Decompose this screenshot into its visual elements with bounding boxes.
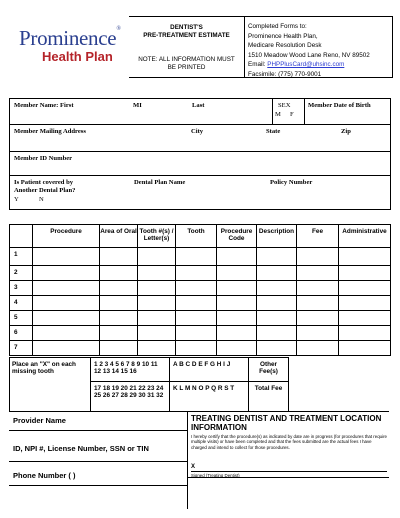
col-tooth: Tooth xyxy=(176,225,217,248)
procedure-row xyxy=(10,296,391,311)
tooth-cell[interactable] xyxy=(176,281,217,296)
procedure-row xyxy=(10,341,391,356)
missing-tooth-label: Place an "X" on each missing tooth xyxy=(10,358,91,412)
logo xyxy=(9,16,129,78)
procedure-cell[interactable] xyxy=(33,248,100,266)
procedure-table xyxy=(9,224,391,356)
member-first-name-label: Member Name: First xyxy=(14,102,74,109)
tooth-cell[interactable] xyxy=(176,296,217,311)
signature-line[interactable] xyxy=(191,471,387,472)
procedure-cell[interactable] xyxy=(33,326,100,341)
missing-teeth-section xyxy=(9,357,387,412)
form-title-line2: PRE-TREATMENT ESTIMATE xyxy=(143,32,230,40)
row-number: 6 xyxy=(10,326,33,341)
divider xyxy=(9,430,187,431)
divider xyxy=(187,411,188,509)
certification-text: I hereby certify that the procedure(s) as indicated by date are in progress (for procedures that require multiple visits) or have been completed and that the fees submitted are the actual fees I have charged and intend to collect for those procedures. xyxy=(191,434,387,450)
area-cell[interactable] xyxy=(100,311,138,326)
other-plan-label-2: Another Dental Plan? xyxy=(14,187,76,194)
fee-cell[interactable] xyxy=(297,281,339,296)
email-link[interactable]: PHPPlusCard@uhsinc.com xyxy=(267,61,345,69)
divider xyxy=(9,485,187,486)
tooth-numbers-cell[interactable] xyxy=(138,266,176,281)
divider xyxy=(187,477,389,478)
fee-cell[interactable] xyxy=(297,311,339,326)
area-cell[interactable] xyxy=(100,341,138,356)
tooth-numbers-cell[interactable] xyxy=(138,296,176,311)
form-title-box xyxy=(129,16,245,78)
row-number: 4 xyxy=(10,296,33,311)
submission-fax: Facsimile: (775) 770-9001 xyxy=(248,70,322,78)
row-number: 1 xyxy=(10,248,33,266)
member-dob-label: Member Date of Birth xyxy=(308,102,371,109)
area-cell[interactable] xyxy=(100,281,138,296)
row-number: 2 xyxy=(10,266,33,281)
primary-upper-teeth[interactable]: A B C D E F G H I J xyxy=(170,358,249,382)
divider xyxy=(304,99,305,124)
procedure-cell[interactable] xyxy=(33,311,100,326)
dental-plan-name-label: Dental Plan Name xyxy=(134,179,186,186)
admin-cell[interactable] xyxy=(339,311,391,326)
submission-l2: Prominence Health Plan, xyxy=(248,32,318,40)
divider xyxy=(9,411,389,412)
description-cell[interactable] xyxy=(257,341,297,356)
sex-f[interactable]: F xyxy=(290,111,294,118)
submission-info xyxy=(245,16,393,78)
code-cell[interactable] xyxy=(217,266,257,281)
submission-l3: Medicare Resolution Desk xyxy=(248,42,322,50)
tooth-cell[interactable] xyxy=(176,266,217,281)
area-cell[interactable] xyxy=(100,326,138,341)
description-cell[interactable] xyxy=(257,296,297,311)
col-procedure: Procedure xyxy=(33,225,100,248)
tooth-numbers-cell[interactable] xyxy=(138,311,176,326)
code-cell[interactable] xyxy=(217,326,257,341)
provider-phone-label: Phone Number ( ) xyxy=(13,471,76,480)
admin-cell[interactable] xyxy=(339,326,391,341)
member-id-label: Member ID Number xyxy=(14,155,73,162)
member-zip-label: Zip xyxy=(341,128,351,135)
row-number-header xyxy=(10,225,33,248)
member-city-label: City xyxy=(191,128,204,135)
tooth-cell[interactable] xyxy=(176,341,217,356)
procedure-cell[interactable] xyxy=(33,281,100,296)
note-line2: BE PRINTED xyxy=(167,63,206,71)
description-cell[interactable] xyxy=(257,311,297,326)
area-cell[interactable] xyxy=(100,266,138,281)
area-cell[interactable] xyxy=(100,248,138,266)
divider xyxy=(10,175,390,176)
code-cell[interactable] xyxy=(217,248,257,266)
divider xyxy=(10,124,390,125)
lower-teeth-numbers[interactable]: 17 18 19 20 21 22 23 24 25 26 27 28 29 30 31 32 xyxy=(91,382,170,412)
provider-section xyxy=(9,411,389,511)
fee-cell[interactable] xyxy=(297,248,339,266)
tooth-numbers-cell[interactable] xyxy=(138,281,176,296)
code-cell[interactable] xyxy=(217,341,257,356)
fee-cell[interactable] xyxy=(297,296,339,311)
other-fees-label: Other Fee(s) xyxy=(249,358,289,382)
procedure-row xyxy=(10,311,391,326)
admin-cell[interactable] xyxy=(339,281,391,296)
signature-caption: Signed (Treating Dentist) xyxy=(191,473,240,478)
tooth-numbers-cell[interactable] xyxy=(138,248,176,266)
member-last-name-label: Last xyxy=(192,102,205,109)
description-cell[interactable] xyxy=(257,281,297,296)
total-fee-label: Total Fee xyxy=(249,382,289,412)
other-plan-yes[interactable]: Y xyxy=(14,196,19,203)
col-description: Description xyxy=(257,225,297,248)
tooth-cell[interactable] xyxy=(176,326,217,341)
procedure-header-row xyxy=(10,225,391,248)
row-number: 5 xyxy=(10,311,33,326)
description-cell[interactable] xyxy=(257,326,297,341)
provider-name-label: Provider Name xyxy=(13,416,66,425)
code-cell[interactable] xyxy=(217,311,257,326)
fee-cell[interactable] xyxy=(297,326,339,341)
procedure-cell[interactable] xyxy=(33,296,100,311)
col-tooth-numbers: Tooth #(s) / Letter(s) xyxy=(138,225,176,248)
col-area-of-oral: Area of Oral xyxy=(100,225,138,248)
row-number: 7 xyxy=(10,341,33,356)
form-title-line1: DENTIST'S xyxy=(170,24,203,31)
member-address-label: Member Mailing Address xyxy=(14,128,86,135)
admin-cell[interactable] xyxy=(339,296,391,311)
submission-address: 1510 Meadow Wood Lane Reno, NV 89502 xyxy=(248,51,370,59)
area-cell[interactable] xyxy=(100,296,138,311)
fee-cell[interactable] xyxy=(297,266,339,281)
col-procedure-code: Procedure Code xyxy=(217,225,257,248)
procedure-cell[interactable] xyxy=(33,341,100,356)
code-cell[interactable] xyxy=(217,296,257,311)
sex-m[interactable]: M xyxy=(275,111,281,118)
tooth-cell[interactable] xyxy=(176,248,217,266)
divider xyxy=(272,99,273,124)
other-plan-no[interactable]: N xyxy=(39,196,44,203)
admin-cell[interactable] xyxy=(339,248,391,266)
col-administrative: Administrative xyxy=(339,225,391,248)
member-mi-label: MI xyxy=(133,102,142,109)
admin-cell[interactable] xyxy=(339,341,391,356)
signature-x: X xyxy=(191,464,196,470)
member-info-section xyxy=(9,98,391,210)
col-fee: Fee xyxy=(297,225,339,248)
description-cell[interactable] xyxy=(257,266,297,281)
note-line1: NOTE: ALL INFORMATION MUST xyxy=(138,55,235,63)
upper-teeth-numbers[interactable]: 1 2 3 4 5 6 7 8 9 10 11 12 13 14 15 16 xyxy=(91,358,170,382)
primary-lower-teeth[interactable]: K L M N O P Q R S T xyxy=(170,382,249,412)
submission-l1: Completed Forms to: xyxy=(248,23,307,30)
divider xyxy=(9,461,187,462)
submission-email-row: Email: PHPPlusCard@uhsinc.com xyxy=(248,61,345,69)
certification-title: TREATING DENTIST AND TREATMENT LOCATION INFORMATION xyxy=(191,414,382,432)
row-number: 3 xyxy=(10,281,33,296)
sex-label: SEX xyxy=(278,102,291,109)
other-plan-label-1: Is Patient covered by xyxy=(14,179,74,186)
logo-health-plan: Health Plan xyxy=(42,49,113,64)
tooth-numbers-cell[interactable] xyxy=(138,326,176,341)
provider-id-label: ID, NPI #, License Number, SSN or TIN xyxy=(13,444,149,453)
code-cell[interactable] xyxy=(217,281,257,296)
policy-number-label: Policy Number xyxy=(270,179,313,186)
logo-prominence: Prominence® xyxy=(19,26,121,50)
divider xyxy=(10,151,390,152)
admin-cell[interactable] xyxy=(339,266,391,281)
description-cell[interactable] xyxy=(257,248,297,266)
fee-cell[interactable] xyxy=(297,341,339,356)
member-state-label: State xyxy=(266,128,281,135)
procedure-row xyxy=(10,281,391,296)
procedure-cell[interactable] xyxy=(33,266,100,281)
procedure-row xyxy=(10,326,391,341)
procedure-row xyxy=(10,248,391,266)
tooth-cell[interactable] xyxy=(176,311,217,326)
procedure-row xyxy=(10,266,391,281)
tooth-numbers-cell[interactable] xyxy=(138,341,176,356)
